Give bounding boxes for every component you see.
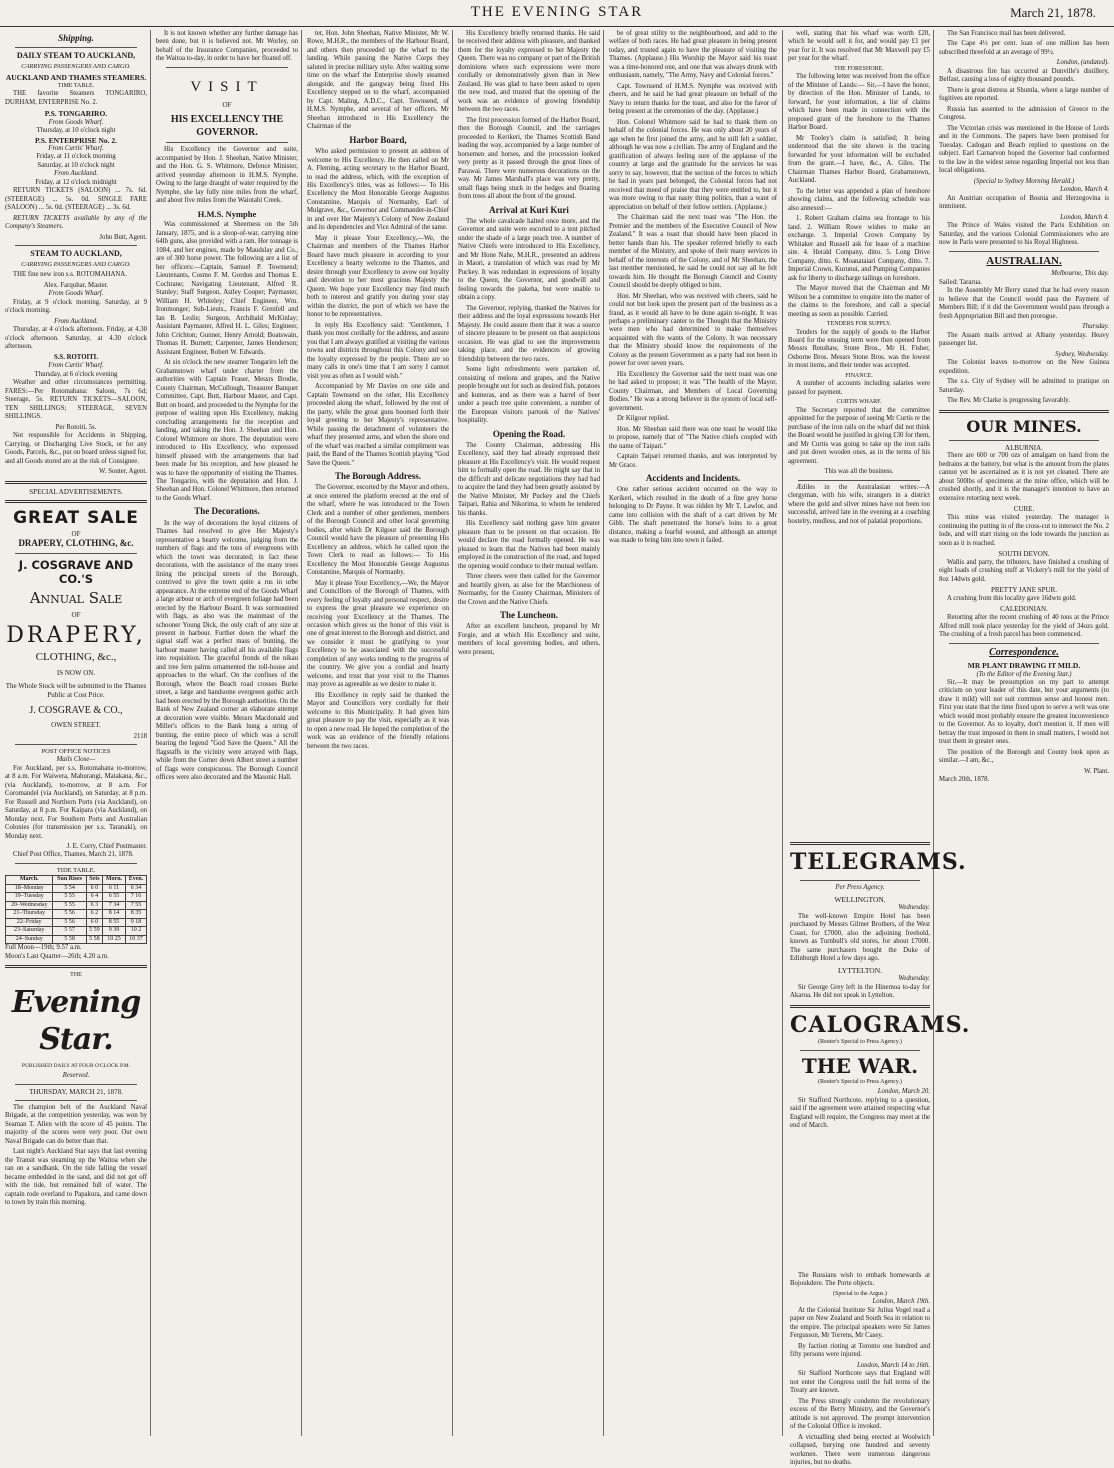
tide-cell: 6 3: [86, 901, 102, 910]
paper-note: Reserved.: [62, 1072, 90, 1080]
tide-cell: 6 2: [86, 910, 102, 919]
dateline-place: London, March 20.: [877, 1088, 930, 1096]
ad-text: The Whole Stock will be submitted to the Thames Public at Cost Price.: [5, 681, 147, 699]
letter-title: MR PLANT DRAWING IT MILD.: [967, 661, 1081, 671]
paper-name: Evening Star.: [11, 984, 141, 1058]
article-paragraph: The County Chairman, addressing His Excellency, said they had already expressed their pleasure at His Excellency's visit. He would request him to formally open the road. He might say that in the difficult and delicate negotiations they had had to acquire the land they had been greatly assisted by the Native Minister, Mr Puckey and the Chiefs Taipari, Rahia and Nikorima, to whom he tendered his thanks.: [458, 441, 600, 517]
article-paragraph: Capt. Townsend of H.M.S. Nymphe was received with cheers, and he said he had great pleasure on behalf of the Navy to return thanks for the toast, and also for the favor of being present at the ceremonies of the day. (Applause.): [609, 82, 777, 116]
article-paragraph: The first procession formed of the Harbor Board, then the Borough Council, and the carriages proceeded to Kerikeri, the Thames Scottish Band leading the way, accompanied by a large number of horsemen and horses, and the procession looked very pretty as it passed through the great lines of Parawai. There were numerous decorations on the way. Mr James Marshall's place was very pretty, small flags being stuck in the hedges and floating from trees all about the front of the ground.: [458, 116, 600, 201]
article-paragraph: At the Colonial Institute Sir Julius Vogel read a paper on New Zealand and South Sea in relation to the empire. The principal speakers were Sir James Fergusson, Mr Torrens, Mr Casey.: [790, 1306, 930, 1340]
agent-name: John Butt, Agent.: [99, 233, 147, 241]
dateline: London, March 4.: [1060, 186, 1109, 194]
article-subheading: Opening the Road.: [492, 428, 566, 439]
ad-text: From Curtis' Wharf.: [48, 144, 104, 152]
article-subheading: H.M.S. Nymphe: [197, 208, 257, 219]
dateline-day: Wednesday.: [898, 975, 930, 983]
tide-cell: 7 16: [125, 893, 146, 902]
article-paragraph: The Cape 4½ per cent. loan of one million has been subscribed threefold at an average of 99½.: [939, 40, 1109, 56]
tide-cell: 6 55: [102, 893, 125, 902]
ad-text: Friday, at 9 o'clock morning. Saturday, at 9 o'clock morning.: [5, 298, 147, 315]
article-paragraph: Three cheers were then called for the Governor and heartily given, as also for the Marchioness of Normanby, for the County Chairman, Ministers of the Crown and the Native Chiefs.: [458, 573, 600, 606]
article-paragraph: Tenders for the supply of goods to the Harbor Board for the ensuing term were then opened from Messrs Renshaw, Stone Bros., Mr H. Fisher, Osborne Bros. Messrs Stone Bros. was the lowest in most items, and their tender was accepted.: [788, 328, 930, 370]
section-subheading: (Special to the Argus.): [833, 1290, 887, 1297]
steamer-name: S.S. ROTOITI.: [53, 353, 99, 361]
tide-cell: 6 0: [86, 918, 102, 927]
column-5: [609, 30, 777, 1436]
tide-cell: 7 34: [102, 901, 125, 910]
tide-row: [6, 918, 147, 927]
ad-text: OF: [71, 529, 81, 538]
article-paragraph: This was all the business.: [824, 468, 894, 476]
ad-headline: Annual Sale: [29, 589, 123, 608]
mine-name: CURE.: [1013, 505, 1035, 514]
letter-signature: W. Plant.: [1084, 767, 1109, 775]
article-paragraph: The Russians wish to embark homewards at Bojoukdere. The Porte objects.: [790, 1272, 930, 1288]
column-rule: [452, 30, 453, 1436]
article-paragraph: It is not known whether any further damage has been done, but it is believed not. Mr Worley, on behalf of the Insurance Companies, proceeded to the Waitoa to-day, in order to have her floated off.: [156, 30, 298, 63]
masthead: [0, 0, 1114, 27]
ad-heading: STEAM TO AUCKLAND,: [30, 249, 122, 259]
article-paragraph: His Excellency briefly returned thanks. He said he received their address with pleasure, and thanked them for the loyalty expressed to her Majesty the Queen. There was no company or part of the British dominions where such expressions were more cordially or demonstratively given than in New Zealand. He was glad to have been asked to open the new road, and trusted that the opening of the work was an evidence of growing friendship between the two races.: [458, 30, 600, 114]
section-headline: THE WAR.: [801, 1053, 919, 1078]
ad-text: Thursday, at 6 o'clock evening: [34, 370, 118, 378]
article-paragraph: The s.s. City of Sydney will be admitted to pratique on Saturday.: [939, 378, 1109, 394]
article-paragraph: His Excellency in reply said he thanked the Mayor and Councillors very cordially for their welcome to this Municipality. It had given him great pleasure to pay the visit, especially as it was to open a new road. He hoped the completion of the work was an evidence of the friendly relations between the two races.: [307, 691, 449, 750]
article-paragraph: Hon. Colonel Whitmore said he had to thank them on behalf of the colonial forces. He was only about 20 years of age when he first joined the army, and he still felt a soldier, although he was now a civilian. The army of England and the gratification of always feeling sure of the applause of the country at large and the gratitude for the services he was sorry to say, however, that the section of the forces to which he had in years past belonged, the Colonial forces had not received that meed of praise that they were entitled to, but it was more owing to that nasty thing politics, than a want of appreciation on behalf of their fellow settlers. (Applause.): [609, 118, 777, 211]
article-paragraph: In the Assembly Mr Berry stated that he had every reason to believe that the Council would pass the Payment of Members Bill; if it did the Government would pass through a fresh Appropriation Bill and then prorogue.: [939, 287, 1109, 320]
article-paragraph: His Excellency the Governor and suite, accompanied by Hon. J. Sheehan, Native Minister, and the Hon. G. S. Whitmore, Defence Minister, arrived yesterday afternoon in H.M.S. Nymphe. Owing to the large draught of water required by the Nymphe, she lay fully nine miles from the wharf, and about five miles from the Waiotahi Creek.: [156, 146, 298, 205]
section-heading: POST OFFICE NOTICES: [41, 748, 111, 756]
article-paragraph: The well-known Empire Hotel has been purchased by Messrs Gilmer Brothers, of the West Coast, for £7000, also the adjoining freehold, known as Turnbull's old stores, for about £7000. The same purchasers bought the Duke of Edinburgh Hotel a few days ago.: [790, 912, 930, 963]
dateline: London, (undated).: [1056, 59, 1109, 67]
tide-cell: 8 35: [125, 910, 146, 919]
tide-cell: 19–Tuesday: [6, 893, 53, 902]
tide-table: [5, 875, 147, 944]
issue-dateline: THURSDAY, MARCH 21, 1878.: [29, 1087, 123, 1096]
article-paragraph: Captain Taipari returned thanks, and was interpreted by Mr Grace.: [609, 453, 777, 469]
article-paragraph: 1. Robert Graham claims sea frontage to his land. 2. William Rowe wishes to make an exchange. 3. Imperial Crown Company by Whitaker and Russell ask for lease of a machine site. 4. Herald Company, ditto. 5. Long Drive Company, ditto. 6. Moanataiari Company, ditto. 7. Imperial Crown, Kurunui, and Pumping Companies ask for liberty to discharge tailings on foreshore.: [788, 215, 930, 282]
article-paragraph: One rather serious accident occurred on the way to Kerikeri, which resulted in the death of a fine grey horse belonging to Dr Payne. It was ridden by Mr T. Lawlor, and came into collision with the shaft of a cart driven by Mr Gibb. The shaft penetrated the horse's loins to a great distance, making a fearful wound, and although an attempt was made to bring him into town it failed.: [609, 486, 777, 545]
article-paragraph: Who asked permission to present an address of welcome to His Excellency. He then called on Mr A. Fleming, acting secretary to the Harbor Board, to read the address, which, with the exception of His Excellency's titles, was as follows:— To His Excellency the Most Honorable George Augustus Constantine, Marquis of Normanby, Earl of Mulgrave, &c., Governor and Commander-in-Chief in and over Her Majesty's Colony of New Zealand and its dependencies and Vice Admiral of the same.: [307, 148, 449, 232]
ad-headline: GREAT SALE: [13, 508, 139, 529]
tide-cell: 5 57: [53, 927, 86, 936]
article-subheading: The Borough Address.: [335, 470, 421, 481]
ad-text: From Auckland.: [54, 317, 98, 325]
article-paragraph: Accompanied by Mr Davies on one side and Captain Townsend on the other, His Excellency proceeded along the wharf, followed by the rest of the party, while the great guns boomed forth their loyal greeting to her Majesty's representative. While passing the detachment of volunteers the wharf they presented arms, and when the shore end of the wharf was reached a similar compliment was paid, the Band of the Thames Scottish playing "God Save the Queen.": [307, 383, 449, 467]
article-subheading: THE FORESHORE.: [834, 65, 884, 72]
article-paragraph: Last night's Auckland Star says that last evening the Transit was steaming up the Waitoa when she ran on a sandbank. On the tide falling the vessel became embedded in the sand, and did not get off with the tide, but remained full of water. The captain rode overland to Papakura, and came down to town by train this morning.: [5, 1148, 147, 1206]
article-subheading: CURTIS WHARF.: [836, 399, 882, 406]
fares-text: RETURN TICKETS (SALOON) ... 7s. 6d. (STEERAGE) ... 5s. 0d. SINGLE FARE (SALOON) ... 5s. 0d. (STEERAGE) ... 3s. 6d.: [5, 187, 147, 212]
article-paragraph: The Assam mails arrived at Albany yesterday. Heavy passenger list.: [939, 331, 1109, 348]
ad-text: Friday, at 11 o'clock morning: [36, 153, 116, 161]
ad-text: Mails Close—: [56, 756, 96, 764]
ad-headline: DRAPERY,: [6, 622, 146, 648]
column-2: [156, 30, 298, 1436]
tide-cell: 24–Sunday: [6, 935, 53, 944]
mine-name: CALEDONIAN.: [1000, 605, 1048, 614]
dateline: London, March 19th.: [872, 1298, 930, 1306]
article-paragraph: In reply His Excellency said: "Gentlemen, I thank you most cordially for the address, and assure you that I am always gratified at visiting the various towns and districts throughout this Colony and see the loyalty expressed by the people. There are so many calls in one's time that I am sorry I cannot visit you as often as I would wish.": [307, 321, 449, 380]
article-paragraph: Sir,—It may be presumption on my part to attempt criticism on your leader of this date, but your arguments (to draw it mild) will not suit common sense and honest men. First you state that the time fixed upon to serve a writ was one which would most probably ensure the greatest inconvenience to the Governor. As to loyalty, don't mention it. If men will betray the trust imposed in them in small matters, I would not trust them in greater ones.: [939, 678, 1109, 746]
tide-column-header: Sun Rises: [53, 876, 86, 885]
tide-cell: 10 37: [125, 935, 146, 944]
issue-date: March 21, 1878.: [1010, 5, 1096, 20]
telegrams-section: [790, 838, 971, 1133]
article-paragraph: There is great distress at Shumla, where a large number of fugitives are reported.: [939, 86, 1109, 103]
article-paragraph: The Governor, replying, thanked the Natives for their address and the loyal expressions towards Her Majesty. He could assure them that it was a source of sincere pleasure to be present on that auspicious occasion. He was glad to see the improvements taking place, and the evidences of growing friendship between the two races.: [458, 304, 600, 363]
article-paragraph: Retorting after the recent crushing of 40 tons at the Prince Alfred mill took place yesterday for the yield of 34ozs gold. The crushing of a fresh parcel has been commenced.: [939, 614, 1109, 639]
dateline-place: LYTTELTON.: [837, 965, 883, 975]
ad-text: From Curtis' Wharf.: [48, 362, 104, 370]
tide-cell: 8 14: [102, 910, 125, 919]
ad-headline: DRAPERY, CLOTHING, &c.: [18, 538, 134, 549]
ad-text: Per Rotoiti, 5s.: [55, 423, 97, 431]
moon-note: Full Moon—19th; 9.57 a.m.: [5, 944, 82, 952]
column-rule: [301, 30, 302, 1436]
article-paragraph: The Secretary reported that the committee appointed for the purpose of seeing Mr Curtis re the purchase of the iron rails on the wharf did not think the Board would be justified in giving £30 for them, and Mr Curtis was going to take up the iron rails and put down wooden ones, as in the terms of his agreement.: [788, 406, 930, 465]
article-paragraph: Was commissioned at Sheerness on the 5th January, 1875, and is a sloop-of-war, carrying nine 64lb guns, also provided with a ram. Her tonnage is 1084, and her engines, made by Maudslay and Co., are of 300 horse power. The following are a list of her officers:—Captain, Samuel P. Townsend; Lieutenants, Cosmo F. M. Gordon and Thomas E. Cochrane; Navigating Lieutenant, Alfred R. Stanley; Staff Surgeon, Astley Cooper; Paymaster, William H. Whiteley; Chief Engineer, Wm. Ironmonger; Sub-Lieuts., Francis F. Grenfell and Ian B. Leslie; Surgeon, Archibald McKinlay; Assistant Paymaster, Alfred H. L. Giles; Engineer, John Crichton; Gunner, Henry Arnold; Boatswain, Thomas H. Burnett; Carpenter, James Henderson; Assistant Engineer, Robert W. Edwards.: [156, 221, 298, 356]
tide-cell: 20–Wednesday: [6, 901, 53, 910]
tide-column-header: Morn.: [102, 876, 125, 885]
section-headline: AUSTRALIAN.: [986, 254, 1062, 267]
notice-text: Chief Post Office, Thames, March 21, 1878.: [13, 851, 134, 859]
war-news-block: [790, 1272, 930, 1467]
article-paragraph: Wallis and party, the tributers, have finished a crushing of eight loads of crushing stuff at Vickery's mill for the yield of 8oz 14dwts gold.: [939, 558, 1109, 583]
article-paragraph: A disastrous fire has occurred at Dunville's distillery, Belfast, causing a loss of eighty thousand pounds.: [939, 67, 1109, 84]
ad-heading: DAILY STEAM TO AUCKLAND,: [16, 51, 136, 61]
column-7-content: [939, 30, 1109, 1436]
section-subheading: (Special to Sydney Morning Herald.): [973, 177, 1075, 185]
section-headline: CALOGRAMS.: [790, 1011, 971, 1038]
tide-row: [6, 910, 147, 919]
article-paragraph: In the way of decorations the loyal citizens of Thames had resolved to give Her Majesty's representative a hearty welcome, judging from the numbers of flags and the tons of evergreens with which the town was decorated; in fact these decorations, with the assistance of the many trees lining the principal streets of the Borough, contrived to give the town quite a rus in urbe appearance. At the extreme end of the Goods Wharf a large arbour or arch of evergreen foliage had been erected by the Harbour Board. It was surmounted with flags, as also was the mainmast of the schooner Young Dick, the only craft of any size at present in harbour. Further down the wharf the signal staff was a perfect mass of bunting, the harbour master having called all his available flags into requisition. The graceful fronds of the nikau and tree fern palms ornamented the toll-house and approaches to the wharf. On the confines of the Borough, where the Beach road crosses Burke street, a large and handsome evergreen gothic arch had been erected by the Borough authorities. On the Bank of New Zealand corner an elaborate attempt at decoration were visible. Messrs Macdonald and Miller's offices to the Bank hung a string of bunting, the entire piece of which was a scroll bearing the legend "God Save the Queen." All the flagstaffs in the vicinity were arrayed with flags, while from the Corner down Albert street a number of flags were conspicuous. The Borough Council offices were also decorated and the Masonic Hall.: [156, 519, 298, 782]
article-paragraph: The Rev. Mr Clarke is progressing favorably.: [947, 397, 1070, 405]
ad-text: Weather and other circumstances permitting. FARES:—Per Rotomahana: Saloon, 7s 6d; Steerage, 5s. RETURN TICKETS—SALOON, TEN SHILLINGS; STEERAGE, SEVEN SHILLINGS.: [5, 379, 147, 421]
article-paragraph: The Colonist leaves to-morrow on the New Guinea expedition.: [939, 359, 1109, 375]
column-3: [307, 30, 449, 1436]
tide-cell: 5 55: [53, 901, 86, 910]
article-paragraph: The following letter was received from the office of the Minister of Lands:— Sir,—I have the honor, by direction of the Hon. Minister of Lands, to forward, for your information, a list of claims which have been made in connection with the proposed grant of the foreshore to the Thames Harbor Board.: [788, 73, 930, 132]
time-table-label: TIME TABLE.: [57, 82, 95, 89]
tide-cell: 5 54: [53, 884, 86, 893]
ad-text: Alex. Farquhar, Master.: [43, 281, 109, 289]
section-subheading: Per Press Agency.: [835, 883, 885, 891]
tide-cell: 9 39: [102, 927, 125, 936]
article-paragraph: To the letter was appended a plan of foreshore showing claims, and the following schedule was also annexed:—: [788, 187, 930, 212]
tide-table-heading: TIDE TABLE.: [56, 866, 96, 874]
article-paragraph: A number of accounts including salaries were passed for payment.: [788, 380, 930, 396]
ad-text: Thursday, at 10 o'clock night: [36, 127, 116, 135]
dateline: Sydney, Wednesday.: [1055, 350, 1109, 358]
article-subheading: Accidents and Incidents.: [645, 473, 741, 484]
ad-text: Friday, at 12 o'clock midnight: [35, 178, 117, 186]
newspaper-title: THE EVENING STAR: [470, 4, 644, 20]
article-paragraph: Dr Kilgour replied.: [617, 415, 670, 423]
agent-name: W. Souter, Agent.: [99, 468, 147, 476]
article-paragraph: An Austrian occupation of Bosnia and Herzegovina is imminent.: [939, 194, 1109, 211]
section-headline: TELEGRAMS.: [790, 849, 967, 875]
article-paragraph: Mr Tooley's claim is satisfied; It being understood that the site shown is the tracing forwarded for your information will be excluded from the grant.—I have, &c., A. Giles. The Chairman Thames Harbor Board, Grahamstown, Auckland.: [788, 134, 930, 185]
article-subheading: TENDERS FOR SUPPLY.: [826, 321, 892, 327]
article-paragraph: This mine was visited yesterday. The manager is continuing the putting in of the cross-cut to intersect the No. 2 lode, and will start rising on the lode towards the junction as soon as it is reached.: [939, 514, 1109, 547]
dateline-place: WELLINGTON.: [834, 894, 886, 904]
article-headline: VISIT: [190, 78, 264, 95]
tide-cell: 22–Friday: [6, 918, 53, 927]
tide-cell: 5 58: [86, 935, 102, 944]
letter-subtitle: (To the Editor of the Evening Star.): [976, 670, 1072, 678]
tide-cell: 21–Thursday: [6, 910, 53, 919]
tide-cell: 23–Saturday: [6, 927, 53, 936]
article-paragraph: His Excellency the Governor said the next toast was one he had asked to propose; it was "The health of the Mayor, County Chairman, and Members of Local Governing Bodies." He was a strong believer in the system of local self-government.: [609, 370, 777, 412]
ad-text: From Goods Wharf.: [48, 290, 104, 298]
ad-text: From Auckland.: [54, 170, 98, 178]
article-headline: HIS EXCELLENCY THE GOVERNOR.: [170, 114, 284, 139]
tide-row: [6, 884, 147, 893]
article-subheading: Arrival at Kuri Kuri: [489, 204, 569, 215]
ad-subheading: CARRYING PASSENGERS AND CARGO.: [21, 261, 131, 269]
shipping-heading: Shipping.: [58, 33, 94, 43]
tide-cell: 18–Monday: [6, 884, 53, 893]
article-paragraph: ter, Hon. John Sheehan, Native Minister, Mr W. Rowe, M.H.R., the members of the Harbour Board, and others then proceeded up the wharf to the landing. While passing the Native Corps they saluted in precise military style. After waiting some time on the wharf the Enterprise slowly steamed alongside, and the gangway being fixed His Excellency stepped on to the wharf, accompanied by Capt. Maling, A.D.C., Capt. Townsend, of H.M.S. Nymphe, and several of her officers. Mr Sheehan introduced to His Excellency the Chairman of the: [307, 30, 449, 131]
ad-text: Thursday, at 4 o'clock afternoon. Friday, at 4.30 o'clock afternoon. Saturday, at 4.30 o'clock afternoon.: [5, 326, 147, 351]
tide-cell: 6 11: [102, 884, 125, 893]
paper-name-label: THE: [70, 972, 82, 979]
article-paragraph: The Mayor moved that the Chairman and Mr Wilson be a committee to enquire into the matter of the claims to the foreshore, and call a special meeting as soon as possible. Carried.: [788, 285, 930, 318]
article-paragraph: May it please Your Excellency,—We, the Chairman and members of the Thames Harbor Board have much pleasure in according to your Excellency a hearty welcome to the Thames, and desire through your Excellency to avow our loyalty and devotion to her most gracious Majesty the Queen. We hope your Excellency may find much both to interest and gratify you during your stay within the district, the port of which we have the honor to be representatives.: [307, 234, 449, 319]
column-rule: [782, 30, 783, 1436]
tide-row: [6, 893, 147, 902]
dateline: Thursday.: [1081, 323, 1109, 331]
tide-cell: 9 18: [125, 918, 146, 927]
ad-text: THE fine new iron s.s. ROTOMAHANA.: [13, 271, 127, 279]
tide-cell: 5 59: [86, 927, 102, 936]
ad-number: 2118: [133, 732, 147, 740]
article-paragraph: The Prince of Wales visited the Paris Exhibition on Saturday, and the various Colonial Commissioners who are now in Paris were presented to his Royal Highness.: [939, 222, 1109, 247]
article-paragraph: A victualling shed being erected at Woolwich collapsed, burying one hundred and seventy workmen. There were numerous dangerous injuries, but no deaths.: [790, 1433, 930, 1467]
article-paragraph: well, stating that his wharf was worth £20, which he would sell it for, and would pay £1 per year for it. It was resolved that Mr Maxwell pay £5 per year for the wharf.: [788, 30, 930, 63]
article-paragraph: After an excellent luncheon, prepared by Mr Forgie, and at which His Excellency and suite, members of local governing bodies, and others, were present,: [458, 623, 600, 656]
article-paragraph: Sir George Grey left in the Hinemoa to-day for Akaroa. He did not speak in Lyttelton.: [790, 983, 930, 1000]
paper-note: PUBLISHED DAILY AT FOUR O'CLOCK P.M.: [21, 1062, 131, 1069]
tide-cell: 10 2: [125, 927, 146, 936]
ad-text: IS NOW ON.: [56, 669, 96, 678]
column-rule: [933, 30, 934, 1436]
ad-subheading: CARRYING PASSENGERS AND CARGO.: [21, 63, 131, 71]
article-subheading: The Luncheon.: [499, 610, 559, 621]
article-paragraph: The Chairman said the next toast was "The Hon. the Premier and the members of the Executive Council of New Zealand." It was a toast that should have been placed in better hands than his. The speaker referred briefly to each member of the Ministry, and spoke of their many services in behalf of the interests of the Colony, and of Mr Sheehan, the last member mentioned, he said he could not say all he felt towards him. He thought the Borough Council and County Council should be deeply obliged to him.: [609, 214, 777, 290]
letter-date: March 20th, 1878.: [939, 776, 990, 784]
tide-row: [6, 901, 147, 910]
mine-name: SOUTH DEVON.: [998, 549, 1050, 558]
ad-text: From Goods Wharf.: [48, 118, 104, 126]
article-paragraph: By faction rioting at Toronto one hundred and fifty persons were injured.: [790, 1342, 930, 1359]
article-subheading: The Decorations.: [194, 506, 260, 517]
article-paragraph: There are 600 or 700 ozs of amalgam on hand from the bedrains at the battery, but what is the amount from the plates cannot yet be ascertained as it is not yet cleaned. There are about 500lbs of specimens at the mine office, which will be crushed shortly, and it is the manager's intention to have an extensive retorting next week.: [939, 452, 1109, 502]
postmaster-name: J. E. Corry, Chief Postmaster.: [66, 842, 147, 850]
tide-cell: 7 55: [125, 901, 146, 910]
fares-note: RETURN TICKETS available by any of the Company's Steamers.: [5, 214, 147, 231]
article-paragraph: Russia has assented to the admission of Greece to the Congress.: [939, 105, 1109, 122]
article-paragraph: Some light refreshments were partaken of, consisting of melons and grapes, and the Native people brought out for such as desired fish, potatoes and kumeras, and as there was a barrel of beer under a peach tree quite convenient, a number of the European visitors partook of the Natives' hospitality.: [458, 366, 600, 425]
tide-row: [6, 935, 147, 944]
article-paragraph: His Excellency said nothing gave him greater pleasure than to be present on that occasion. He would declare the road formally opened. He was pleased to learn that the Natives had been mainly employed in the construction of the road, and hoped the opening would conduce to their mutual welfare.: [458, 520, 600, 570]
article-paragraph: The champion belt of the Auckland Naval Brigade, at the competition yesterday, was won by Seaman T. Allen with the score of 45 points. The majority of the scores were very poor. Our own Naval Brigade can do better than that.: [5, 1103, 147, 1145]
ad-text: OF: [71, 611, 81, 620]
ad-text: Not responsible for Accidents in Shipping, Carrying, or Discharging Live Stock, or for any Goods, Parcels, &c., put on board unless signed for, and all Goods stored are at the risk of Consignee.: [5, 432, 147, 465]
mine-name: ALBURNIA.: [1005, 443, 1043, 452]
article-paragraph: Sir Stafford Northcote says that England will not enter the Congress until the full terms of the Treaty are known.: [790, 1370, 930, 1395]
dateline: London, March 14 to 16th.: [856, 1361, 930, 1369]
section-headline: Correspondence.: [989, 646, 1059, 658]
section-subheading: (Reuter's Special to Press Agency.): [818, 1078, 902, 1085]
tide-cell: 8 55: [102, 918, 125, 927]
tide-column-header: Sets: [86, 876, 102, 885]
article-paragraph: Ædiles in the Australasian writes:—A clergyman, with his wife, strangers in a district where the gold and silver mines have not been too successful, arrived late in the evening at a coaching hostelry, mudless, and not of palatial proportions.: [788, 483, 930, 525]
section-headline: OUR MINES.: [966, 416, 1082, 436]
tide-cell: 10 25: [102, 935, 125, 944]
article-paragraph: The Governor, escorted by the Mayor and others, at once entered the platform erected at the end of the wharf, where he was introduced to the Town Clerk and a number of other gentlemen, members of the Borough Council and other local governing bodies, after which Dr Kilgour said the Borough Council would have the pleasure of presenting His Excellency an address, which he called upon the Town Clerk to read as follows:— To His Excellency the Most Honorable George Augustus Constantine, Marquis of Normanby.: [307, 484, 449, 577]
article-paragraph: May it please Your Excellency,—We, the Mayor and Councillors of the Borough of Thames, with every feeling of loyalty and personal respect, desire to express the great pleasure we experience on receiving your Excellency at the Thames. The occasion which gives us the honor of this visit is one of great interest to the Borough and district, and we consider it must be gratifying to your Excellency to be associated with the successful completion of any works tending to the progress of the country. We give you a cordial and hearty welcome, and trust that your visit to the Thames may prove as agreeable as we desire to make it.: [307, 579, 449, 689]
steamer-name: P.S. TONGARIRO.: [44, 109, 108, 119]
tide-cell: 5 56: [53, 918, 86, 927]
notice-text: For Auckland, per s.s. Rotomahana to-morrow, at 8 a.m. For Waiwera, Mahurangi, Matakana, &c., (via Auckland), to-morrow, at 8 a.m. For Coromandel (via Auckland), on Saturday, at 8 p.m. For Russell and Northern Ports (via Auckland), on Saturday, at 8 p.m. For Kaipara (via Auckland), on Monday next. For Southern Ports and Australian Colonies (for transmission per s.s. Taranaki), on Monday next.: [5, 764, 147, 840]
ad-text: THE favorite Steamers TONGARIRO, DURHAM, ENTERPRISE No. 2.: [5, 90, 147, 106]
ad-text: Saturday, at 10 o'clock night: [37, 161, 115, 169]
column-1: [5, 30, 147, 1436]
ad-headline: J. COSGRAVE AND CO.'S: [18, 557, 134, 586]
article-paragraph: At six o'clock the new steamer Tongariro left the Grahamstown wharf under charter from the authorities with Captain Fraser, Messrs Brodie, County Chairman, McCullough, Treasurer Banquet Committee, Capt. Butt, Harbour Master, and Capt. Butt on board, and proceeded to the Nymphe for the purpose of waiting upon His Excellency, making concluding arrangements for the reception and landing, and taking the Hon. J. Sheehan and Hon. Colonel Whitmore on shore. The deputation were introduced to His Excellency, who expressed himself pleased with the arrangements that had been made for his reception, and how pleased he was to have the opportunity of visiting the Thames. The Tongariro, with the deputation and Hon. J. Sheehan and Hon. Colonel Whitmore, then returned to the Goods Wharf.: [156, 359, 298, 502]
article-paragraph: A crushing from this locality gave 16dwts gold.: [947, 594, 1077, 602]
article-paragraph: The San Francisco mail has been delivered.: [947, 30, 1066, 37]
article-paragraph: Hon. Mr Sheehan said there was one toast he would like to propose, namely that of "The Native chiefs coupled with the name of Taipari.": [609, 425, 777, 450]
column-rule: [603, 30, 604, 1436]
tide-cell: 6 0: [86, 884, 102, 893]
article-paragraph: The Victorian crisis was mentioned in the House of Lords and in the Commons. The papers have been promised for Tuesday. Cadogan and Beach replied to questions on the subject. Earl Carnarvon hoped the Governor had conformed to the law in the widest sense regarding Imperial not less than local obligations.: [939, 124, 1109, 175]
article-paragraph: The position of the Borough and County look upon as similar.—I am, &c.,: [939, 748, 1109, 765]
tide-cell: 5 56: [53, 910, 86, 919]
article-paragraph: be of great utility to the neighbourhood, and add to the welfare of both races. He had great pleasure in being present today, and trusted again to have the pleasure of visiting the Thames. (Applause.) His Worship the Mayor said his toast was a time-honored one, and one that was always drunk with enthusiasm, namely, "The Army, Navy and Colonial forces.": [609, 30, 777, 80]
mine-name: PRETTY JANE SPUR.: [990, 586, 1058, 595]
article-headline: OF: [222, 100, 232, 109]
article-subheading: Harbor Board,: [349, 134, 407, 145]
dateline: Melbourne, This day.: [1051, 270, 1109, 278]
tide-cell: 6 34: [125, 884, 146, 893]
section-heading: SPECIAL ADVERTISEMENTS.: [29, 487, 123, 496]
column-4: [458, 30, 600, 1436]
ad-headline: J. COSGRAVE & CO.,: [29, 705, 123, 717]
tide-row: [6, 927, 147, 936]
article-paragraph: Sailed: Tararua.: [939, 278, 982, 286]
ad-headline: CLOTHING, &c.,: [35, 651, 117, 664]
ad-text: OWEN STREET.: [51, 720, 101, 729]
tide-cell: 5 55: [53, 893, 86, 902]
tide-cell: 5 58: [53, 935, 86, 944]
article-paragraph: The Press strongly condemn the revolutionary excess of the Berry Ministry, and the Governor's attitude is not approved. The prompt intervention of the Colonial Office is invoked.: [790, 1397, 930, 1431]
steamer-name: P.S. ENTERPRISE No. 2.: [34, 135, 118, 145]
article-paragraph: The whole cavalcade halted once more, and the Governor and suite were escorted to a tent pitched under the shade of a large peach tree. A number of Native Chiefs were introduced to His Excellency, and Mr Hone Nahe, M.H.R., presented an address in Maori, a translation of which was read by Mr Puckey. It was redundant in expressions of loyalty to the Queen, the Governor, and goodwill and feeling towards the pakeha, but were unable to obtain a copy.: [458, 217, 600, 302]
section-subheading: (Reuter's Special to Press Agency.): [818, 1039, 902, 1046]
article-subheading: FINANCE.: [845, 372, 873, 379]
tide-cell: 6 4: [86, 893, 102, 902]
tide-column-header: Even.: [125, 876, 146, 885]
moon-note: Moon's Last Quarter—26th; 4.20 a.m.: [5, 952, 109, 960]
dateline-day: Wednesday.: [898, 904, 930, 912]
dateline: London, March 4.: [1060, 213, 1109, 221]
column-rule: [150, 30, 151, 1436]
tide-column-header: March.: [6, 876, 53, 885]
article-paragraph: Hon. Mr Sheehan, who was received with cheers, said he could not but look upon the present part of the business as a fraud, as it would all have to be done again to-night. It was perhaps a preliminary canter to the Thought that the Ministry were men who had determined to make themselves acquainted with the wants of the Colony. It was necessary that the Ministry should know the requirements of the Colony as the present Government as a party had not been in power for over seven years.: [609, 292, 777, 368]
ad-heading: AUCKLAND AND THAMES STEAMERS.: [5, 73, 147, 83]
article-paragraph: Sir Stafford Northcote, replying to a question, said if the agreement were attained respecting what England will require, the Congress may meet at the end of March.: [790, 1096, 930, 1130]
